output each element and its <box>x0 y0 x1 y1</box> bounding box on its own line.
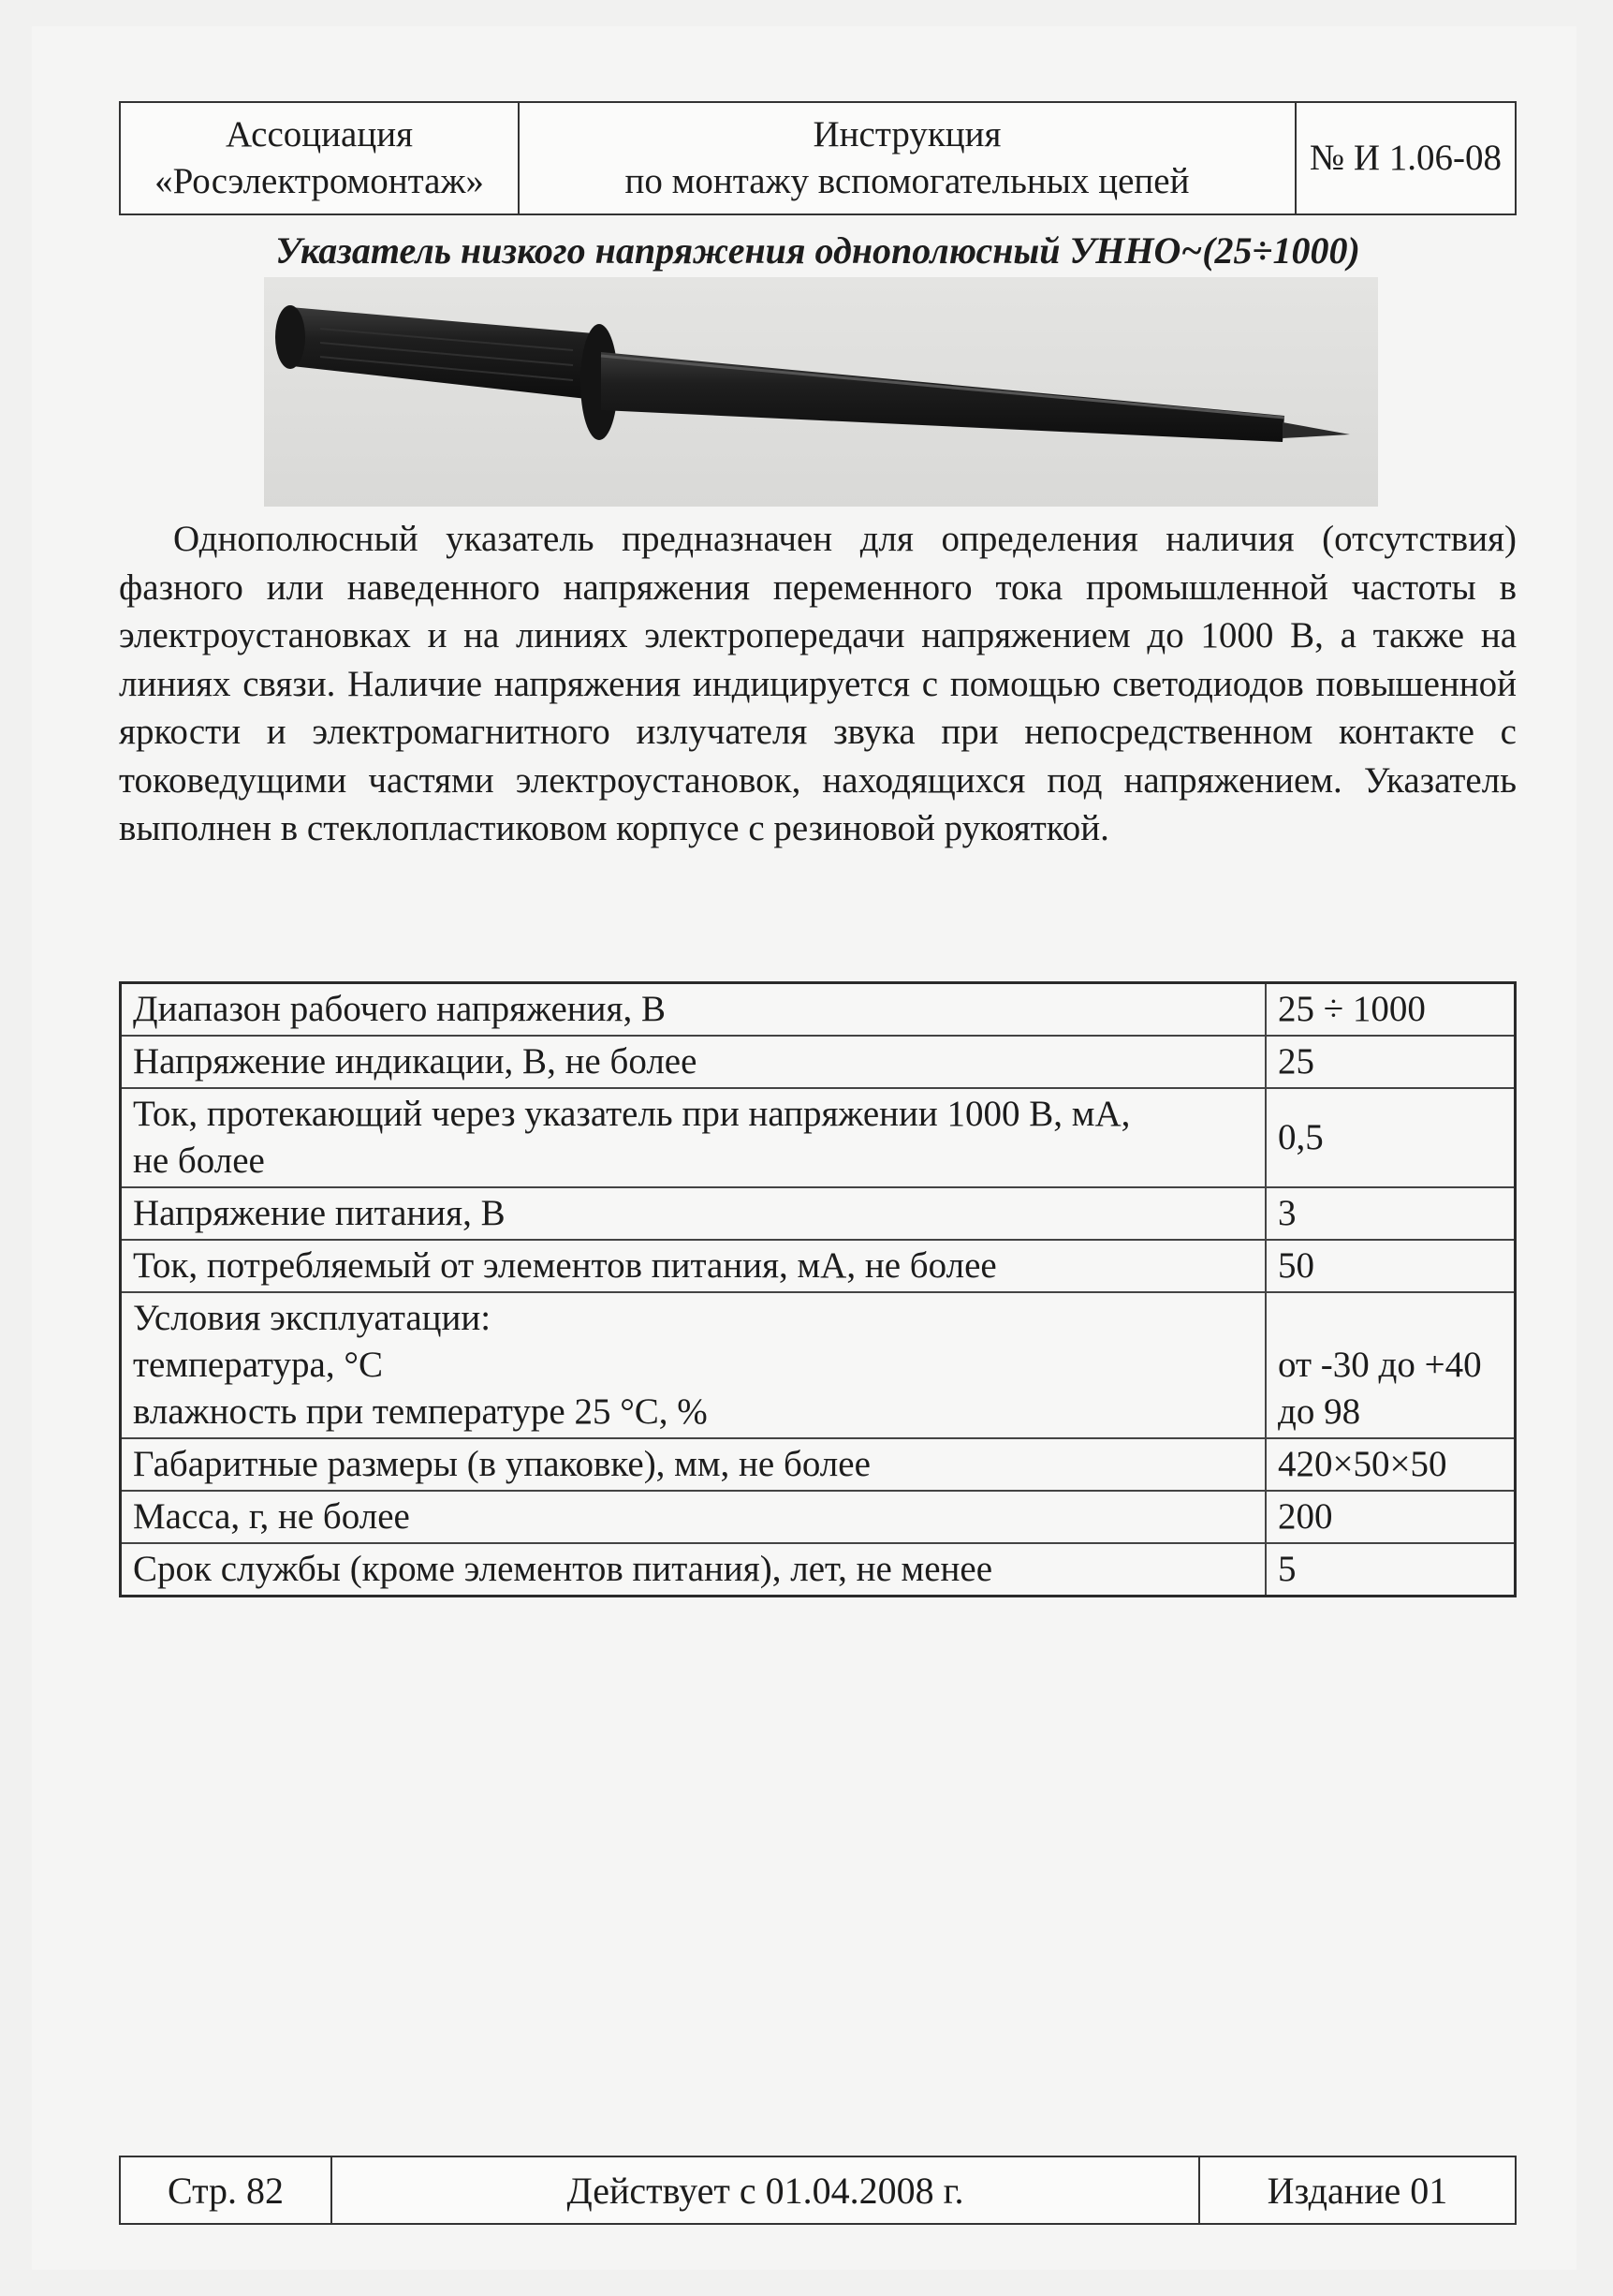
spec-value: 5 <box>1266 1543 1516 1597</box>
spec-parameter: Габаритные размеры (в упаковке), мм, не более <box>121 1438 1267 1491</box>
header-organization <box>121 103 520 213</box>
table-row <box>121 1088 1516 1187</box>
spec-parameter: Масса, г, не более <box>121 1491 1267 1543</box>
table-row <box>121 1292 1516 1438</box>
footer-page-number: Стр. 82 <box>121 2157 332 2223</box>
document-footer <box>119 2156 1517 2225</box>
table-row <box>121 1240 1516 1292</box>
header-org-line2: «Росэлектромонтаж» <box>154 161 484 201</box>
spec-value: от -30 до +40 до 98 <box>1266 1292 1516 1438</box>
header-document-number <box>1297 103 1515 213</box>
spec-parameter: Напряжение питания, В <box>121 1187 1267 1240</box>
header-doc-line2: по монтажу вспомогательных цепей <box>624 161 1190 201</box>
header-document-type <box>520 103 1297 213</box>
spec-value: 420×50×50 <box>1266 1438 1516 1491</box>
footer-edition: Издание 01 <box>1267 2169 1448 2212</box>
table-row <box>121 1187 1516 1240</box>
spec-parameter: Срок службы (кроме элементов питания), лет, не менее <box>121 1543 1267 1597</box>
spec-value: 0,5 <box>1266 1088 1516 1187</box>
table-row <box>121 1036 1516 1088</box>
spec-parameter: Ток, потребляемый от элементов питания, мА, не более <box>121 1240 1267 1292</box>
page-title: Указатель низкого напряжения однополюсный УННО~(25÷1000) <box>275 229 1360 272</box>
footer-effective-date: Действует с 01.04.2008 г. <box>332 2157 1200 2223</box>
header-org-line1: Ассоциация <box>225 114 414 155</box>
product-photo <box>264 277 1378 507</box>
spec-parameter: Напряжение индикации, В, не более <box>121 1036 1267 1088</box>
spec-value: 200 <box>1266 1491 1516 1543</box>
specifications-table <box>119 981 1517 1597</box>
spec-parameter: Диапазон рабочего напряжения, В <box>121 983 1267 1037</box>
voltage-tester-image <box>264 277 1378 507</box>
header-doc-line1: Инструкция <box>813 114 1002 155</box>
spec-value: 25 ÷ 1000 <box>1266 983 1516 1037</box>
table-row <box>121 1438 1516 1491</box>
spec-value: 3 <box>1266 1187 1516 1240</box>
table-row <box>121 1491 1516 1543</box>
table-row <box>121 983 1516 1037</box>
spec-value: 50 <box>1266 1240 1516 1292</box>
table-row <box>121 1543 1516 1597</box>
description-paragraph: Однополюсный указатель предназначен для определения наличия (отсутствия) фазного или наведенного напряжения переменного тока промышленной частоты в электроустановках и на линиях электропередачи напряжением до 1000 В, а также на линиях связи. Наличие напряжения индицируется с помощью светодиодов повышенной яркости и электромагнитного излучателя звука при непосредственном контакте с токоведущими частями электроустановок, находящихся под напряжением. Указатель выполнен в стеклопластиковом корпусе с резиновой рукояткой. <box>119 519 1517 848</box>
spec-value: 25 <box>1266 1036 1516 1088</box>
header-doc-number: № И 1.06-08 <box>1309 138 1503 178</box>
document-header <box>119 101 1517 215</box>
spec-parameter: Условия эксплуатации: температура, °С влажность при температуре 25 °С, % <box>121 1292 1267 1438</box>
spec-parameter: Ток, протекающий через указатель при напряжении 1000 В, мА, не более <box>121 1088 1267 1187</box>
